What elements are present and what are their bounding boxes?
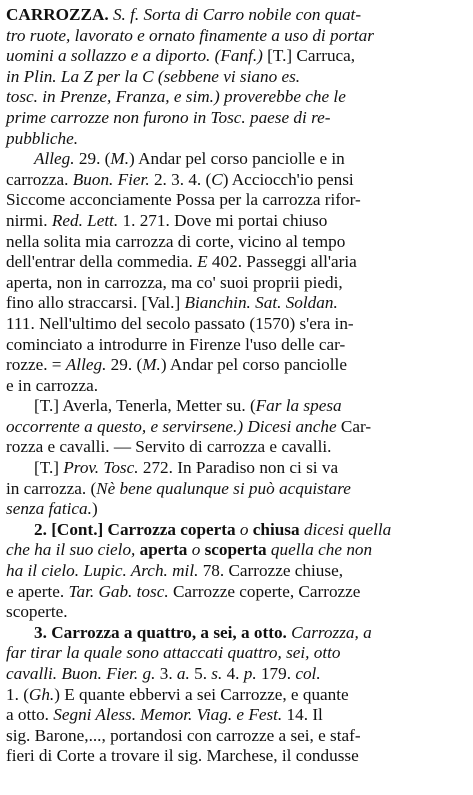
italic-text: Segni Aless. Memor. Viag. e Fest. <box>53 705 283 725</box>
text-run: Siccome acconciamente Possa per la carrozza rifor- <box>6 190 361 210</box>
text-line <box>6 479 467 500</box>
text-run: ) <box>91 499 98 519</box>
text-run: ) E quante ebbervi a sei Carrozze, e quante <box>54 684 349 704</box>
text-run: 2. 3. 4. ( <box>149 169 212 189</box>
text-line <box>6 211 467 232</box>
text-line <box>6 437 467 458</box>
bold-term: 2. [Cont.] <box>34 519 108 539</box>
text-line <box>6 376 467 397</box>
text-line <box>6 499 467 520</box>
text-line <box>6 87 467 108</box>
text-line <box>6 314 467 335</box>
italic-text: far tirar la quale sono attaccati quattro, sei, otto <box>6 643 341 663</box>
text-run: aperta, non in carrozza, ma co' suoi proprii piedi, <box>6 272 343 292</box>
italic-text: E <box>197 252 208 272</box>
italic-text: quella che non <box>266 540 373 560</box>
italic-text: M. <box>110 149 130 169</box>
text-line <box>6 458 467 479</box>
italic-text: Tar. Gab. tosc. <box>68 581 169 601</box>
entry-paragraph <box>6 396 467 458</box>
text-line <box>6 417 467 438</box>
text-line <box>6 190 467 211</box>
text-line <box>6 705 467 726</box>
bold-term: 3. Carrozza a quattro, a sei, a otto. <box>34 622 287 642</box>
text-line <box>6 108 467 129</box>
text-run: 14. Il <box>282 705 323 725</box>
text-run: e aperte. <box>6 581 69 601</box>
entry-paragraph <box>6 5 467 149</box>
text-run: 179. <box>256 664 296 683</box>
text-line <box>6 664 467 685</box>
text-run: scoperte. <box>6 602 68 622</box>
text-line <box>6 293 467 314</box>
italic-text: Red. Lett. <box>51 210 119 230</box>
text-line <box>6 273 467 294</box>
italic-text: che ha il suo cielo, <box>6 540 140 560</box>
text-run: 1. ( <box>6 684 29 704</box>
text-run: dell'entrar della commedia. <box>6 252 198 272</box>
text-run: 78. Carrozze chiuse, <box>198 561 343 581</box>
text-line <box>6 685 467 706</box>
entry-paragraph <box>6 623 467 767</box>
text-line <box>6 726 467 747</box>
text-line <box>6 540 467 561</box>
italic-text: Buon. Fier. <box>72 169 150 189</box>
italic-text: uomini a sollazzo e a diporto. (Fanf.) <box>6 46 263 66</box>
text-line <box>6 232 467 253</box>
text-run: rozze. = <box>6 355 66 375</box>
text-run: 29. ( <box>106 355 143 375</box>
text-run: fino allo straccarsi. [Val.] <box>6 293 185 313</box>
italic-text: cavalli. Buon. Fier. g. <box>6 664 156 683</box>
bold-term: Carrozza coperta <box>107 519 236 539</box>
text-run: 1. 271. Dove mi portai chiuso <box>118 210 328 230</box>
text-line <box>6 643 467 664</box>
text-run: nella solita mia carrozza di corte, vicino al tempo <box>6 231 346 251</box>
text-run: Carrozze coperte, Carrozze <box>168 581 361 601</box>
text-run: ) Acciocch'io pensi <box>222 169 354 189</box>
text-run: 402. Passeggi all'aria <box>207 252 357 272</box>
text-line <box>6 26 467 47</box>
bold-term: CARROZZA. <box>6 5 109 24</box>
text-run: [T.] Averla, Tenerla, Metter su. ( <box>34 396 256 416</box>
entry-paragraph <box>6 520 467 623</box>
text-line <box>6 170 467 191</box>
bold-term: aperta <box>139 540 188 560</box>
dictionary-entry-carrozza <box>6 5 467 767</box>
text-run: carrozza. <box>6 169 73 189</box>
text-run: ) Andar pel corso panciolle e in <box>129 149 345 169</box>
text-line <box>6 335 467 356</box>
italic-text: S. f. Sorta di Carro nobile con quat- <box>108 5 362 24</box>
italic-text: Alleg. <box>65 355 107 375</box>
bold-term: scoperta <box>204 540 267 560</box>
text-run: 111. Nell'ultimo del secolo passato (1570) s'era in- <box>6 313 354 333</box>
text-run: ) Andar pel corso panciolle <box>160 355 347 375</box>
italic-text: ha il cielo. Lupic. Arch. mil. <box>6 561 199 581</box>
text-run: 272. In Paradiso non ci si va <box>138 458 339 478</box>
italic-text: Carrozza, a <box>286 622 372 642</box>
text-run: e in carrozza. <box>6 375 99 395</box>
italic-text: o <box>187 540 205 560</box>
text-run: [T.] <box>34 458 64 478</box>
text-run: 29. ( <box>74 149 111 169</box>
bold-term: chiusa <box>252 519 300 539</box>
italic-text: Gh. <box>28 684 55 704</box>
text-run: Car- <box>336 416 372 436</box>
italic-text: Alleg. <box>34 149 75 169</box>
italic-text: M. <box>142 355 161 375</box>
text-line <box>6 5 467 26</box>
italic-text: o <box>235 519 253 539</box>
entry-paragraph <box>6 149 467 396</box>
text-run: 5. <box>189 664 212 683</box>
italic-text: tro ruote, lavorato e ornato finamente a uso di portar <box>6 25 374 45</box>
text-line <box>6 252 467 273</box>
text-run: 4. <box>222 664 244 683</box>
italic-text: a. <box>176 664 190 683</box>
text-run: 3. <box>155 664 177 683</box>
italic-text: dicesi quella <box>299 519 392 539</box>
text-line <box>6 149 467 170</box>
text-line <box>6 520 467 541</box>
text-run: fieri di Corte a trovare il sig. Marchese, il condusse <box>6 746 359 766</box>
italic-text: Nè bene qualunque si può acquistare <box>96 478 351 498</box>
text-line <box>6 561 467 582</box>
text-line <box>6 396 467 417</box>
text-line <box>6 623 467 644</box>
italic-text: Prov. Tosc. <box>63 458 139 478</box>
text-run: [T.] Carruca, <box>262 46 356 66</box>
text-line <box>6 129 467 150</box>
italic-text: occorrente a questo, e servirsene.) Dicesi anche <box>6 416 337 436</box>
text-line <box>6 355 467 376</box>
italic-text: prime carrozze non furono in Tosc. paese di re- <box>6 107 331 127</box>
italic-text: s. <box>211 664 223 683</box>
italic-text: Bianchin. Sat. Soldan. <box>184 293 338 313</box>
italic-text: Far la spesa <box>255 396 342 416</box>
text-run: a otto. <box>6 705 54 725</box>
entry-paragraph <box>6 458 467 520</box>
text-run: cominciato a introdurre in Firenze l'uso delle car- <box>6 334 346 354</box>
text-run: sig. Barone,..., portandosi con carrozze a sei, e staf- <box>6 725 361 745</box>
text-line <box>6 746 467 767</box>
text-run: in carrozza. ( <box>6 478 97 498</box>
text-line <box>6 582 467 603</box>
italic-text: p. <box>243 664 257 683</box>
italic-text: col. <box>295 664 321 683</box>
italic-text: senza fatica. <box>6 499 92 519</box>
text-line <box>6 67 467 88</box>
italic-text: C <box>211 169 223 189</box>
italic-text: tosc. in Prenze, Franza, e sim.) proverebbe che le <box>6 87 346 107</box>
text-line <box>6 46 467 67</box>
italic-text: in Plin. La Z per la C (sebbene vi siano es. <box>6 66 301 86</box>
text-line <box>6 602 467 623</box>
text-run: nirmi. <box>6 210 52 230</box>
text-run: rozza e cavalli. — Servito di carrozza e cavalli. <box>6 437 332 457</box>
italic-text: pubbliche. <box>6 128 79 148</box>
